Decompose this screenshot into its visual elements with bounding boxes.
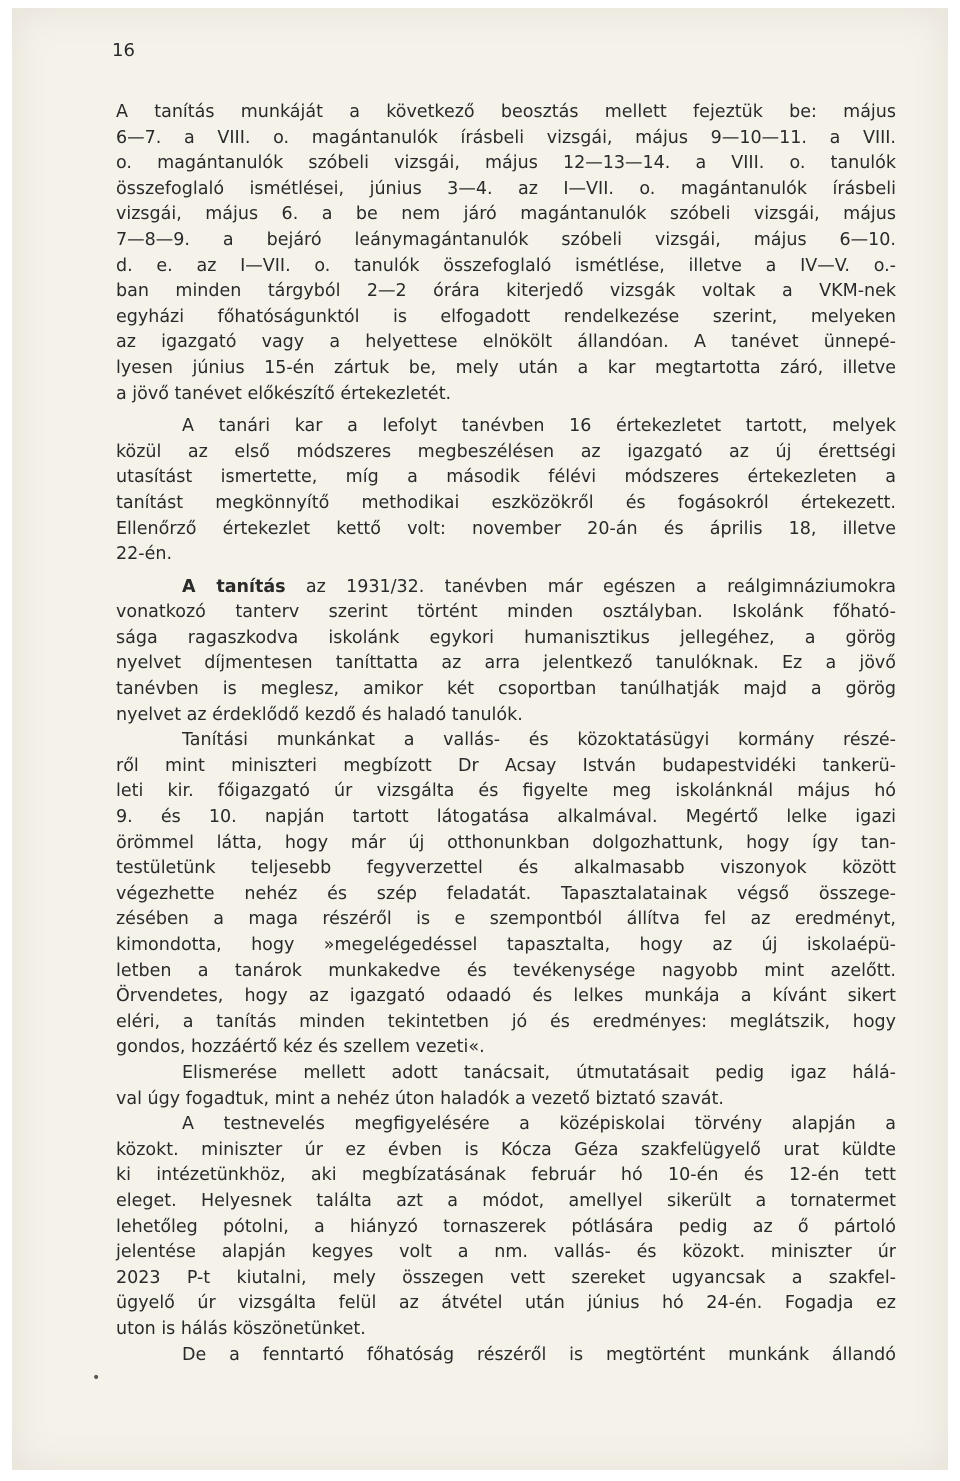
text-line: tanévben is meglesz, amikor két csoportban tanúlhatják majd a görög	[116, 679, 896, 700]
text-line: nyelvet díjmentesen taníttatta az arra jelentkező tanulóknak. Ez a jövő	[116, 653, 896, 674]
text-line: ki intézetünkhöz, aki megbízatásának február hó 10-én és 12-én tett	[116, 1165, 896, 1186]
text-line: Tanítási munkánkat a vallás- és közoktatásügyi kormány részé-	[182, 730, 896, 751]
page-number: 16	[112, 40, 135, 61]
text-line: d. e. az I—VII. o. tanulók összefoglaló ismétlése, illetve a IV—V. o.-	[116, 255, 896, 276]
text-line: eléri, a tanítás minden tekintetben jó és eredményes: meglátszik, hogy	[116, 1011, 896, 1032]
paragraph-1	[116, 100, 896, 407]
text-line: lyesen június 15-én zártuk be, mely után a kar megtartotta záró, illetve	[116, 357, 896, 378]
text-line: a jövő tanévet előkészítő értekezletét.	[116, 383, 452, 404]
text-line: tanítást megkönnyítő methodikai eszközökről és fogásokról értekezett.	[116, 492, 896, 513]
text-line: ről mint miniszteri megbízott Dr Acsay István budapestvidéki tankerü-	[116, 755, 896, 776]
text-line: Örvendetes, hogy az igazgató odaadó és lelkes munkája a kívánt sikert	[116, 986, 896, 1007]
text-line: eleget. Helyesnek találta azt a módot, amellyel sikerült a tornatermet	[116, 1190, 896, 1211]
text-line: ügyelő úr vizsgálta felül az átvétel után június hó 24-én. Fogadja ez	[116, 1293, 896, 1314]
text-line: vizsgái, május 6. a be nem járó magántanulók szóbeli vizsgái, május	[116, 204, 896, 225]
text-line: o. magántanulók szóbeli vizsgái, május 12—13—14. a VIII. o. tanulók	[116, 153, 896, 174]
text-line: Elismerése mellett adott tanácsait, útmutatásait pedig igaz hálá-	[182, 1062, 896, 1083]
text-line: sága ragaszkodva iskolánk egykori humanisztikus jellegéhez, a görög	[116, 627, 896, 648]
paragraph-5	[116, 1061, 896, 1112]
text-line: kimondotta, hogy »megelégedéssel tapasztalta, hogy az új iskolaépü-	[116, 935, 896, 955]
text-line: jelentése alapján kegyes volt a nm. vallás- és közokt. miniszter úr	[116, 1242, 896, 1263]
document-page	[12, 8, 948, 1470]
text-line: összefoglaló ismétlései, június 3—4. az I—VII. o. magántanulók írásbeli	[116, 178, 896, 199]
scan-speck-mark: •	[92, 1370, 101, 1386]
text-line: 7—8—9. a bejáró leánymagántanulók szóbeli vizsgái, május 6—10.	[116, 229, 896, 250]
text-line: közül az első módszeres megbeszélésen az igazgató az új érettségi	[116, 441, 896, 462]
text-line: De a fenntartó főhatóság részéről is megtörtént munkánk állandó	[182, 1344, 896, 1365]
text-line: val úgy fogadtuk, mint a nehéz úton haladók a vezető biztató szavát.	[116, 1088, 724, 1109]
text-line: 22-én.	[116, 544, 173, 565]
text-line: gondos, hozzáértő kéz és szellem vezeti«.	[116, 1037, 485, 1058]
text-line: lehetőleg pótolni, a hiányzó tornaszerek pótlására pedig az ő pártoló	[116, 1216, 896, 1237]
text-line: uton is hálás köszönetünket.	[116, 1318, 366, 1339]
section-lead-bold: A tanítás	[182, 576, 286, 597]
text-line: 2023 P-t kiutalni, mely összegen vett szereket ugyancsak a szakfel-	[116, 1267, 896, 1288]
paragraph-6	[116, 1112, 896, 1342]
paragraph-3	[116, 575, 896, 729]
text-line: A tanári kar a lefolyt tanévben 16 értekezletet tartott, melyek	[182, 416, 896, 437]
text-line: ban minden tárgyból 2—2 órára kiterjedő vizsgák voltak a VKM-nek	[116, 281, 896, 302]
text-line: nyelvet az érdeklődő kezdő és haladó tanulók.	[116, 704, 523, 725]
text-line: közokt. miniszter úr ez évben is Kócza Géza szakfelügyelő urat küldte	[116, 1139, 896, 1160]
text-line: Ellenőrző értekezlet kettő volt: november 20-án és április 18, illetve	[116, 518, 896, 539]
text-line: A testnevelés megfigyelésére a középiskolai törvény alapján a	[182, 1114, 896, 1135]
text-line: utasítást ismertette, míg a második félévi módszeres értekezleten a	[116, 467, 896, 488]
text-line	[116, 575, 896, 601]
text-line: testületünk teljesebb fegyverzettel és alkalmasabb viszonyok között	[116, 858, 896, 879]
text-line-rest: az 1931/32. tanévben már egészen a reálgimnáziumokra	[285, 576, 897, 597]
text-line: egyházi főhatóságunktól is elfogadott rendelkezése szerint, melyeken	[116, 306, 896, 327]
text-line: letben a tanárok munkakedve és tevékenysége nagyobb mint azelőtt.	[116, 960, 896, 981]
paragraph-7	[116, 1343, 896, 1369]
body-text	[116, 100, 896, 1368]
text-line: az igazgató vagy a helyettese elnökölt állandóan. A tanévet ünnepé-	[116, 332, 896, 353]
paragraph-4	[116, 728, 896, 1061]
text-line: végezhette nehéz és szép feladatát. Tapasztalatainak végső összege-	[116, 883, 896, 904]
text-line: örömmel látta, hogy már új otthonunkban dolgozhattunk, hogy így tan-	[116, 832, 896, 853]
text-line: leti kir. főigazgató úr vizsgálta és figyelte meg iskolánknál május hó	[116, 781, 896, 802]
text-line: zésében a maga részéről is e szempontból állítva fel az eredményt,	[116, 909, 896, 930]
text-line: 6—7. a VIII. o. magántanulók írásbeli vizsgái, május 9—10—11. a VIII.	[116, 127, 896, 148]
text-line: A tanítás munkáját a következő beosztás mellett fejeztük be: május	[116, 102, 896, 122]
text-line: 9. és 10. napján tartott látogatása alkalmával. Megértő lelke igazi	[116, 807, 896, 828]
text-line: vonatkozó tanterv szerint történt minden osztályban. Iskolánk főható-	[116, 602, 896, 623]
paragraph-2	[116, 414, 896, 568]
